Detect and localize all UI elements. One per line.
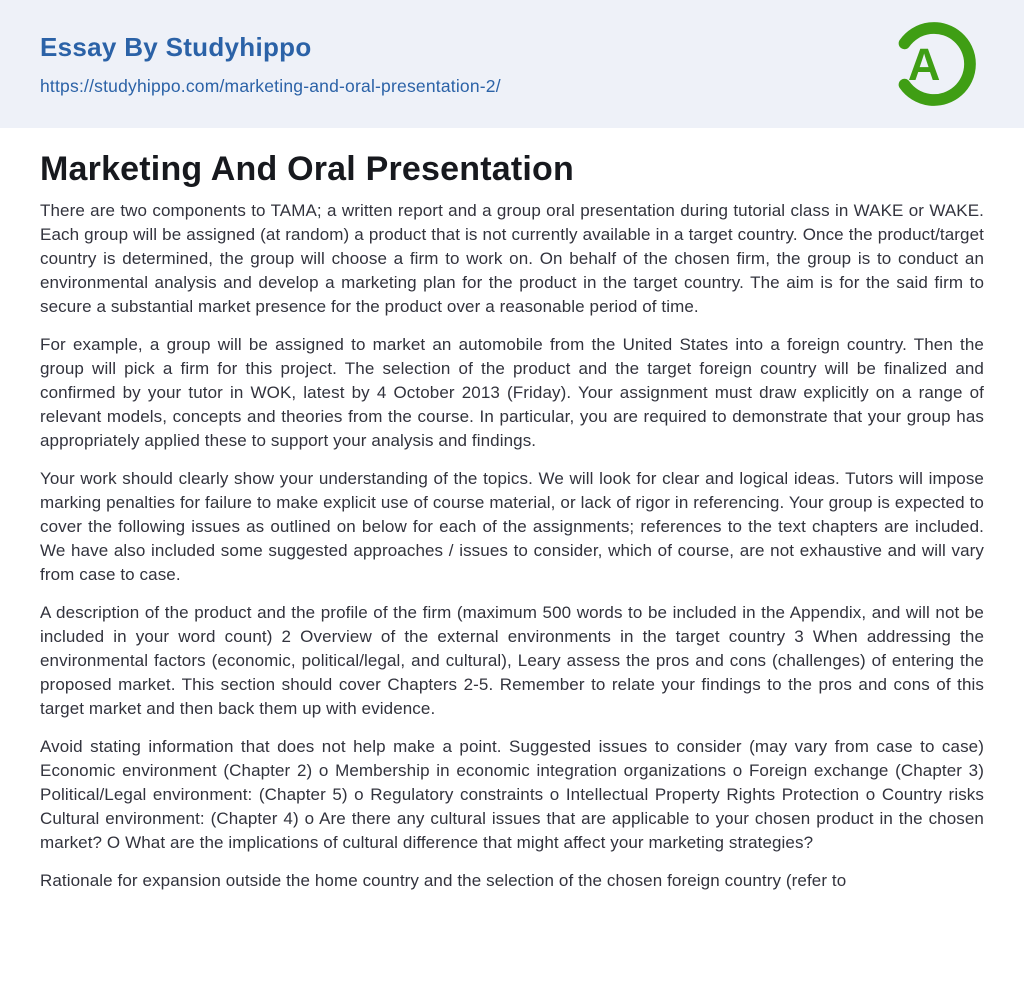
studyhippo-logo-icon <box>880 10 988 118</box>
page-url: https://studyhippo.com/marketing-and-oral-presentation-2/ <box>40 75 501 96</box>
document-body <box>0 128 1024 893</box>
paragraph: For example, a group will be assigned to market an automobile from the United States into a foreign country. Then the group will pick a firm for this project. The selection of the product and the target foreign country will be finalized and confirmed by your tutor in WOK, latest by 4 October 2013 (Friday). Your assignment must draw explicitly on a range of relevant models, concepts and theories from the course. In particular, you are required to demonstrate that your group has appropriately applied these to support your analysis and findings. <box>40 335 984 450</box>
logo-letter: A <box>907 39 941 91</box>
paragraph: Your work should clearly show your understanding of the topics. We will look for clear and logical ideas. Tutors will impose marking penalties for failure to make explicit use of course material, or lack of rigor in referencing. Your group is expected to cover the following issues as outlined on below for each of the assignments; references to the text chapters are included. We have also included some suggested approaches / issues to consider, which of course, are not exhaustive and will vary from case to case. <box>40 469 984 584</box>
site-label: Essay By Studyhippo <box>40 31 312 62</box>
paragraph: A description of the product and the profile of the firm (maximum 500 words to be included in the Appendix, and will not be included in your word count) 2 Overview of the external environments in the target country 3 When addressing the environmental factors (economic, political/legal, and cultural), Leary assess the pros and cons (challenges) of entering the proposed market. This section should cover Chapters 2-5. Remember to relate your findings to the pros and cons of this target market and then back them up with evidence. <box>40 603 984 718</box>
article-paragraphs <box>40 199 984 893</box>
paragraph: Rationale for expansion outside the home country and the selection of the chosen foreign country (refer to <box>40 871 847 890</box>
page-title: Marketing And Oral Presentation <box>40 150 574 188</box>
paragraph: There are two components to TAMA; a written report and a group oral presentation during tutorial class in WAKE or WAKE. Each group will be assigned (at random) a product that is not currently available in a target country. Once the product/target country is determined, the group will choose a firm to work on. On behalf of the chosen firm, the group is to conduct an environmental analysis and develop a marketing plan for the product in the target country. The aim is for the said firm to secure a substantial market presence for the product over a reasonable period of time. <box>40 201 984 316</box>
site-header <box>0 0 1024 128</box>
header-text <box>40 32 501 97</box>
paragraph: Avoid stating information that does not help make a point. Suggested issues to consider (may vary from case to case) Economic environment (Chapter 2) o Membership in economic integration organizations o Foreign exchange (Chapter 3) Political/Legal environment: (Chapter 5) o Regulatory constraints o Intellectual Property Rights Protection o Country risks Cultural environment: (Chapter 4) o Are there any cultural issues that are applicable to your chosen product in the chosen market? O What are the implications of cultural difference that might affect your marketing strategies? <box>40 737 984 852</box>
